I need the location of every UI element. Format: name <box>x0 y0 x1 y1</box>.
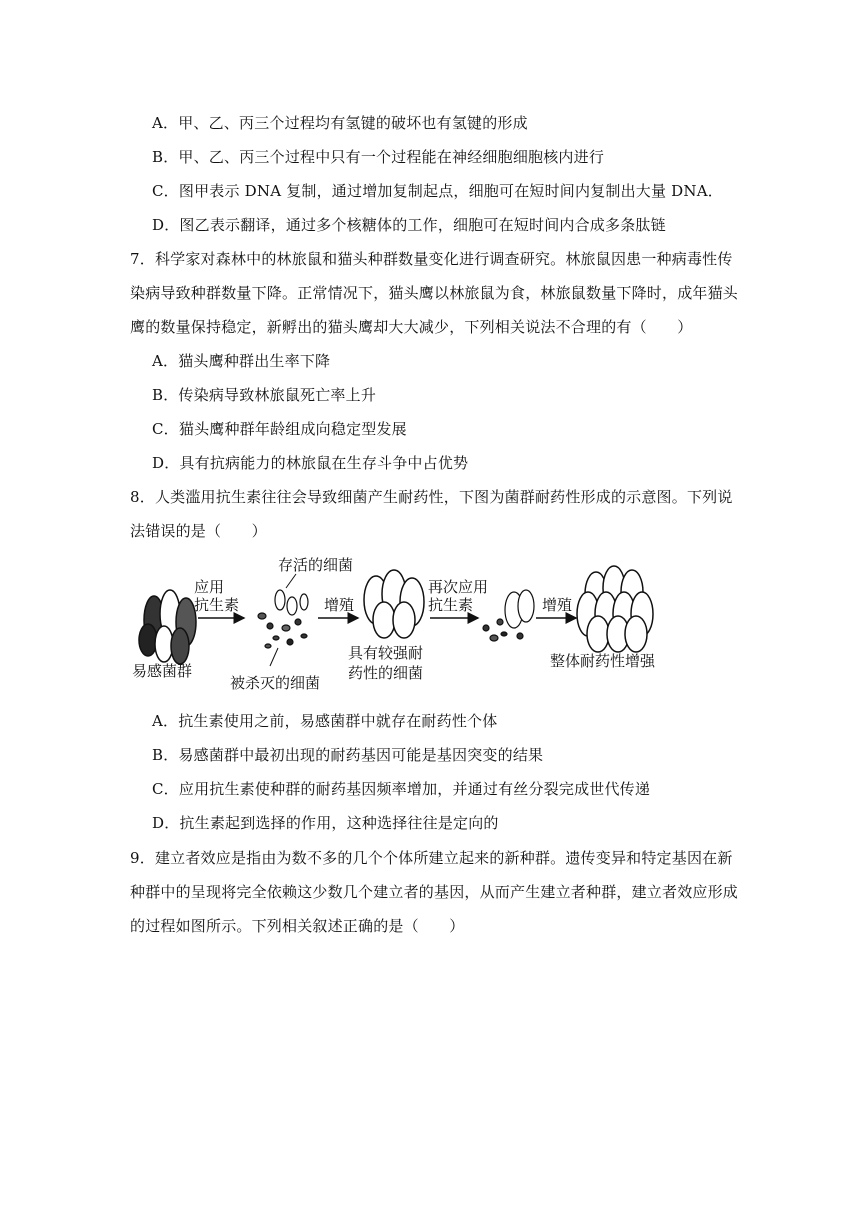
antibiotic-resistance-diagram <box>128 548 688 698</box>
q8-option-d: D．抗生素起到选择的作用，这种选择往往是定向的 <box>152 814 499 832</box>
label-proliferate-1: 增殖 <box>324 596 355 614</box>
q9-stem-line-1: 9．建立者效应是指由为数不多的几个个体所建立起来的新种群。遗传变异和特定基因在新 <box>130 849 733 867</box>
label-resistant-bacteria-b: 药性的细菌 <box>348 664 424 682</box>
q6-option-c: C．图甲表示 DNA 复制，通过增加复制起点，细胞可在短时间内复制出大量 DNA． <box>152 182 723 200</box>
q8-stem-line-1: 8．人类滥用抗生素往往会导致细菌产生耐药性，下图为菌群耐药性形成的示意图。下列说 <box>130 488 733 506</box>
label-proliferate-2: 增殖 <box>542 596 573 614</box>
q8-option-a: A．抗生素使用之前，易感菌群中就存在耐药性个体 <box>152 712 498 730</box>
q7-option-a: A．猫头鹰种群出生率下降 <box>152 352 331 370</box>
q7-option-b: B．传染病导致林旅鼠死亡率上升 <box>152 386 377 404</box>
label-apply-antibiotic-2b: 抗生素 <box>428 596 474 614</box>
label-resistant-bacteria-a: 具有较强耐 <box>348 644 424 662</box>
q7-option-c: C．猫头鹰种群年龄组成向稳定型发展 <box>152 420 407 438</box>
label-surviving-bacteria: 存活的细菌 <box>278 556 354 574</box>
label-killed-bacteria: 被杀灭的细菌 <box>230 674 321 692</box>
q7-stem-line-2: 染病导致种群数量下降。正常情况下，猫头鹰以林旅鼠为食，林旅鼠数量下降时，成年猫头 <box>130 284 739 302</box>
q8-option-c: C．应用抗生素使种群的耐药基因频率增加，并通过有丝分裂完成世代传递 <box>152 780 651 798</box>
second-round-survivors <box>483 590 534 641</box>
label-apply-antibiotic-1a: 应用 <box>194 578 225 596</box>
label-apply-antibiotic-2a: 再次应用 <box>428 578 489 596</box>
q7-stem-line-3: 鹰的数量保持稳定，新孵出的猫头鹰却大大减少，下列相关说法不合理的有（ ） <box>130 318 693 336</box>
q8-stem-line-2: 法错误的是（ ） <box>130 522 267 540</box>
label-susceptible-population: 易感菌群 <box>132 662 193 680</box>
q6-option-b: B．甲、乙、丙三个过程中只有一个过程能在神经细胞细胞核内进行 <box>152 148 605 166</box>
label-overall-resistance: 整体耐药性增强 <box>550 652 656 670</box>
susceptible-population-cluster <box>139 590 196 664</box>
q7-option-d: D．具有抗病能力的林旅鼠在生存斗争中占优势 <box>152 454 469 472</box>
resistant-population-cluster <box>577 566 653 652</box>
q7-stem-line-1: 7．科学家对森林中的林旅鼠和猫头种群数量变化进行调查研究。林旅鼠因患一种病毒性传 <box>130 250 733 268</box>
surviving-and-killed-bacteria <box>258 590 308 648</box>
resistant-bacteria-cluster <box>364 570 424 638</box>
q9-stem-line-2: 种群中的呈现将完全依赖这少数几个建立者的基因，从而产生建立者种群，建立者效应形成 <box>130 883 739 901</box>
q6-option-d: D．图乙表示翻译，通过多个核糖体的工作，细胞可在短时间内合成多条肽链 <box>152 216 666 234</box>
q8-option-b: B．易感菌群中最初出现的耐药基因可能是基因突变的结果 <box>152 746 544 764</box>
q9-stem-line-3: 的过程如图所示。下列相关叙述正确的是（ ） <box>130 917 465 935</box>
q6-option-a: A．甲、乙、丙三个过程均有氢键的破坏也有氢键的形成 <box>152 114 528 132</box>
label-apply-antibiotic-1b: 抗生素 <box>194 596 240 614</box>
